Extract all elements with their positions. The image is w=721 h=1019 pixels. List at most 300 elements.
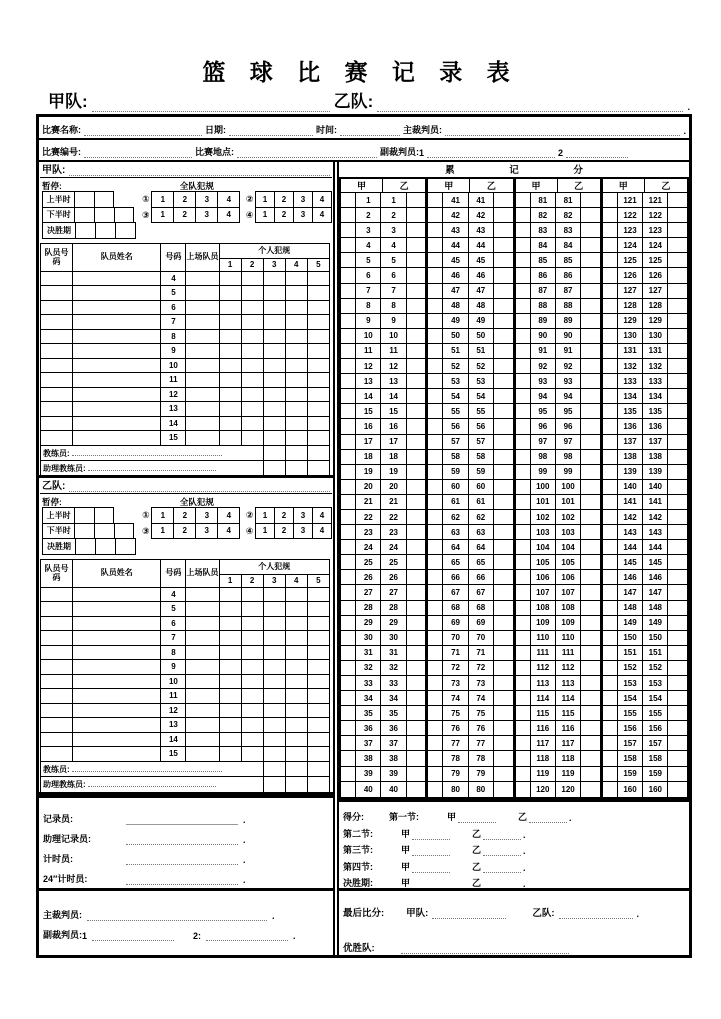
blank-cell (41, 387, 73, 402)
score-a-cell: 116 (531, 721, 556, 736)
score-b-cell: 73 (469, 676, 494, 691)
score-pad-cell (516, 782, 531, 797)
score-a-cell: 158 (618, 751, 643, 766)
score-row (516, 676, 600, 691)
blank-cell (307, 631, 329, 646)
score-pad-cell (516, 585, 531, 600)
score-a-cell: 108 (531, 601, 556, 616)
blank-cell (41, 271, 73, 286)
second-half-row (42, 208, 332, 224)
score-row (428, 223, 512, 238)
score-col-a-header: 甲 (603, 179, 645, 192)
team-a-short: 甲 (447, 812, 457, 823)
score-pad-cell (668, 631, 687, 646)
timeout-cell (114, 523, 135, 540)
score-a-cell: 21 (356, 495, 381, 510)
team-foul-cell: 1 (255, 191, 275, 208)
score-pad-cell (428, 344, 443, 359)
score-a-cell: 68 (443, 601, 468, 616)
score-a-cell: 145 (618, 555, 643, 570)
score-pad-cell (341, 404, 356, 419)
first-half-row (42, 508, 332, 524)
team-foul-cell: 4 (312, 507, 332, 524)
score-b-cell: 158 (643, 751, 668, 766)
coach-row (41, 445, 330, 461)
header-row-1 (39, 117, 689, 140)
shot-clock-timer-label: 24″计时员: (43, 874, 88, 884)
jersey-number-cell: 15 (161, 431, 186, 446)
score-pad-cell (428, 329, 443, 344)
score-b-cell: 153 (643, 676, 668, 691)
score-row (516, 238, 600, 253)
score-row (341, 450, 425, 465)
team-foul-cell: 2 (274, 523, 294, 540)
score-a-cell: 28 (356, 601, 381, 616)
score-row (428, 480, 512, 495)
score-b-cell: 114 (556, 691, 581, 706)
team-foul-cell: 1 (151, 507, 174, 524)
score-b-cell: 97 (556, 435, 581, 450)
score-pad-cell (516, 450, 531, 465)
col-player-no: 队员号码 (41, 243, 73, 271)
quarter-score-row: 第二节: 甲 乙 . (343, 828, 526, 840)
team-a-score-field (412, 861, 450, 873)
score-b-cell: 17 (381, 435, 406, 450)
score-a-cell: 31 (356, 646, 381, 661)
score-row (603, 616, 687, 631)
score-row (341, 767, 425, 782)
score-row (428, 435, 512, 450)
score-b-cell: 56 (469, 419, 494, 434)
score-a-cell: 48 (443, 299, 468, 314)
score-row (516, 601, 600, 616)
assistant-coach-row (41, 461, 330, 477)
blank-cell (219, 329, 241, 344)
score-pad-cell (428, 374, 443, 389)
score-row (516, 419, 600, 434)
score-a-cell: 93 (531, 374, 556, 389)
score-b-cell: 62 (469, 510, 494, 525)
score-row (603, 767, 687, 782)
score-pad-cell (516, 691, 531, 706)
score-pad-cell (428, 299, 443, 314)
blank-cell (73, 344, 161, 359)
score-b-cell: 49 (469, 314, 494, 329)
timeout-cell (115, 538, 136, 555)
score-row (341, 238, 425, 253)
score-row (603, 631, 687, 646)
score-pad-cell (428, 435, 443, 450)
score-row (428, 404, 512, 419)
blank-cell (285, 358, 307, 373)
timeout-cell (75, 538, 96, 555)
score-group-2 (426, 177, 514, 799)
score-row (341, 419, 425, 434)
blank-cell (285, 602, 307, 617)
blank-cell (73, 416, 161, 431)
quarter-score-row: 第四节: 甲 乙 . (343, 861, 526, 873)
coach-label: 教练员: (43, 448, 70, 458)
score-b-cell: 44 (469, 238, 494, 253)
score-pad-cell (516, 223, 531, 238)
score-pad-cell (428, 540, 443, 555)
score-pad-cell (603, 465, 618, 480)
score-b-cell: 6 (381, 268, 406, 283)
team-foul-cell: 2 (274, 507, 294, 524)
score-pad-cell (516, 253, 531, 268)
score-pad-cell (516, 646, 531, 661)
score-row (603, 389, 687, 404)
score-row (603, 374, 687, 389)
score-row (516, 344, 600, 359)
blank-cell (285, 689, 307, 704)
blank-cell (241, 286, 263, 301)
score-row (341, 721, 425, 736)
score-pad-cell (516, 208, 531, 223)
score-a-cell: 29 (356, 616, 381, 631)
final-team-b-label: 乙队: (532, 908, 555, 919)
score-pad-cell (581, 253, 600, 268)
timeout-cell (114, 207, 135, 224)
score-a-cell: 101 (531, 495, 556, 510)
blank-cell (241, 416, 263, 431)
score-pad-cell (494, 314, 513, 329)
blank-cell (73, 286, 161, 301)
score-pad-cell (668, 404, 687, 419)
score-pad-cell (668, 495, 687, 510)
period-label: 决胜期 (42, 222, 76, 239)
score-b-cell: 156 (643, 721, 668, 736)
score-a-cell: 123 (618, 223, 643, 238)
score-row (516, 525, 600, 540)
score-pad-cell (668, 344, 687, 359)
score-pad-cell (407, 782, 426, 797)
score-pad-cell (494, 782, 513, 797)
score-pad-cell (494, 555, 513, 570)
team-b-short: 乙 (472, 861, 482, 872)
score-a-cell: 143 (618, 525, 643, 540)
score-col-b-header: 乙 (661, 181, 671, 191)
score-pad-cell (603, 284, 618, 299)
score-b-cell: 19 (381, 465, 406, 480)
blank-cell (285, 703, 307, 718)
blank-cell (41, 402, 73, 417)
score-row (341, 631, 425, 646)
score-pad-cell (407, 329, 426, 344)
score-a-cell: 122 (618, 208, 643, 223)
score-row (516, 223, 600, 238)
blank-cell (263, 674, 285, 689)
score-row (603, 344, 687, 359)
score-pad-cell (603, 616, 618, 631)
blank-cell (263, 373, 285, 388)
team-foul-cell: 3 (293, 191, 313, 208)
score-pad-cell (341, 238, 356, 253)
score-row (516, 540, 600, 555)
score-pad-cell (516, 419, 531, 434)
score-row (516, 691, 600, 706)
quarter-label: 第三节: (343, 845, 373, 856)
score-pad-cell (341, 344, 356, 359)
score-group-1 (339, 177, 427, 799)
score-b-cell: 125 (643, 253, 668, 268)
blank-cell (241, 373, 263, 388)
score-row (428, 284, 512, 299)
score-pad-cell (603, 359, 618, 374)
score-pad-cell (603, 208, 618, 223)
score-b-cell: 142 (643, 510, 668, 525)
score-pad-cell (603, 435, 618, 450)
score-pad-cell (341, 646, 356, 661)
score-row (428, 208, 512, 223)
time-label: 时间: (316, 125, 337, 135)
foul-col-header: 4 (285, 574, 307, 587)
match-name-label: 比赛名称: (42, 125, 81, 135)
score-a-cell: 62 (443, 510, 468, 525)
score-pad-cell (581, 208, 600, 223)
team-foul-cell: 1 (151, 191, 174, 208)
score-b-cell: 94 (556, 389, 581, 404)
score-pad-cell (341, 268, 356, 283)
score-a-cell: 15 (356, 404, 381, 419)
score-label: 得分: (343, 812, 364, 823)
blank-cell (73, 660, 161, 675)
score-pad-cell (668, 208, 687, 223)
score-row (603, 450, 687, 465)
score-b-cell: 39 (381, 767, 406, 782)
second-half-row (42, 524, 332, 540)
blank-cell (263, 718, 285, 733)
score-b-cell: 160 (643, 782, 668, 797)
score-pad-cell (668, 480, 687, 495)
assistant-ref-1: 1 (82, 931, 88, 941)
score-row (341, 751, 425, 766)
blank-cell (219, 674, 241, 689)
final-score-label: 最后比分: (343, 908, 385, 919)
score-b-cell: 11 (381, 344, 406, 359)
score-pad-cell (581, 435, 600, 450)
jersey-number-cell: 6 (161, 300, 186, 315)
score-pad-cell (428, 450, 443, 465)
blank-cell (241, 358, 263, 373)
score-a-cell: 90 (531, 329, 556, 344)
blank-cell (241, 387, 263, 402)
score-b-cell: 34 (381, 691, 406, 706)
score-row (603, 495, 687, 510)
blank-cell (73, 271, 161, 286)
score-row (428, 601, 512, 616)
blank-cell (41, 300, 73, 315)
score-a-cell: 153 (618, 676, 643, 691)
score-pad-cell (341, 691, 356, 706)
blank-cell (307, 271, 329, 286)
score-b-cell: 82 (556, 208, 581, 223)
score-row (516, 253, 600, 268)
blank-cell (241, 402, 263, 417)
score-pad-cell (494, 495, 513, 510)
score-pad-cell (494, 284, 513, 299)
blank-cell (307, 645, 329, 660)
score-b-cell: 124 (643, 238, 668, 253)
team-b-short: 乙 (472, 828, 482, 839)
score-b-cell: 109 (556, 616, 581, 631)
score-pad-cell (668, 374, 687, 389)
blank-cell (285, 616, 307, 631)
score-b-cell: 77 (469, 736, 494, 751)
score-row (341, 555, 425, 570)
score-a-cell: 107 (531, 585, 556, 600)
score-a-cell: 112 (531, 661, 556, 676)
col-on-court: 上场队员 (186, 559, 219, 587)
blank-cell (73, 402, 161, 417)
score-a-cell: 79 (443, 767, 468, 782)
score-pad-cell (516, 676, 531, 691)
score-group-3 (514, 177, 602, 799)
score-pad-cell (407, 208, 426, 223)
score-a-cell: 59 (443, 465, 468, 480)
score-b-cell: 103 (556, 525, 581, 540)
player-row (41, 344, 330, 359)
score-row (428, 691, 512, 706)
score-col-a-header: 甲 (428, 179, 470, 192)
score-b-cell: 88 (556, 299, 581, 314)
score-row (428, 525, 512, 540)
score-pad-cell (581, 555, 600, 570)
blank-cell (186, 344, 219, 359)
score-row (428, 510, 512, 525)
score-pad-cell (668, 419, 687, 434)
blank-cell (285, 300, 307, 315)
score-b-cell: 36 (381, 721, 406, 736)
score-b-cell: 40 (381, 782, 406, 797)
score-pad-cell (603, 631, 618, 646)
score-b-cell: 116 (556, 721, 581, 736)
score-b-cell: 54 (469, 389, 494, 404)
score-pad-cell (494, 510, 513, 525)
score-pad-cell (428, 465, 443, 480)
score-pad-cell (668, 299, 687, 314)
score-b-cell: 115 (556, 706, 581, 721)
blank-cell (186, 315, 219, 330)
score-pad-cell (581, 570, 600, 585)
winner-label: 优胜队: (343, 943, 375, 954)
team-b-score-field (529, 811, 567, 823)
blank-cell (241, 703, 263, 718)
score-pad-cell (341, 435, 356, 450)
score-pad-cell (494, 706, 513, 721)
coach-foul-cell (263, 445, 285, 461)
score-pad-cell (428, 767, 443, 782)
team-foul-cell: 1 (255, 207, 275, 224)
blank-cell (186, 732, 219, 747)
score-pad-cell (603, 585, 618, 600)
period-mark: . (687, 102, 690, 112)
score-b-cell: 132 (643, 359, 668, 374)
score-b-cell: 138 (643, 450, 668, 465)
score-row (341, 359, 425, 374)
coach-foul-cell (285, 461, 307, 477)
score-pad-cell (668, 389, 687, 404)
score-a-cell: 138 (618, 450, 643, 465)
score-b-cell: 108 (556, 601, 581, 616)
blank-cell (285, 645, 307, 660)
score-pad-cell (341, 570, 356, 585)
blank-cell (219, 645, 241, 660)
quarter-scores-section (339, 799, 689, 888)
blank-cell (241, 271, 263, 286)
team-b-label: 乙队: (333, 92, 374, 111)
score-b-cell: 128 (643, 299, 668, 314)
score-pad-cell (341, 389, 356, 404)
score-pad-cell (668, 525, 687, 540)
score-pad-cell (494, 419, 513, 434)
blank-cell (186, 329, 219, 344)
score-pad-cell (581, 691, 600, 706)
blank-cell (41, 358, 73, 373)
score-b-cell: 74 (469, 691, 494, 706)
assistant-coach-label: 助理教练员: (43, 464, 86, 474)
score-pad-cell (494, 751, 513, 766)
score-pad-cell (341, 193, 356, 208)
blank-cell (186, 431, 219, 446)
score-pad-cell (341, 616, 356, 631)
blank-cell (307, 689, 329, 704)
blank-cell (41, 674, 73, 689)
score-row (428, 540, 512, 555)
chief-referee-sign-label: 主裁判员: (43, 910, 82, 920)
blank-cell (73, 373, 161, 388)
score-row (516, 268, 600, 283)
blank-cell (263, 703, 285, 718)
blank-cell (219, 718, 241, 733)
score-row (341, 525, 425, 540)
blank-cell (219, 387, 241, 402)
score-a-cell: 151 (618, 646, 643, 661)
score-row (341, 435, 425, 450)
blank-cell (186, 602, 219, 617)
score-pad-cell (603, 374, 618, 389)
score-a-cell: 102 (531, 510, 556, 525)
score-a-cell: 135 (618, 404, 643, 419)
score-b-cell: 127 (643, 284, 668, 299)
score-pad-cell (603, 495, 618, 510)
blank-cell (41, 329, 73, 344)
blank-cell (241, 616, 263, 631)
blank-cell (73, 732, 161, 747)
score-a-cell: 89 (531, 314, 556, 329)
team-fouls-label: 全队犯规 (179, 181, 214, 191)
score-pad-cell (516, 751, 531, 766)
quarter-score-row: 第三节: 甲 乙 . (343, 845, 526, 857)
coach-foul-cell (285, 761, 307, 777)
circled-2-icon: ② (245, 194, 254, 205)
score-pad-cell (516, 268, 531, 283)
score-pad-cell (494, 540, 513, 555)
score-pad-cell (581, 676, 600, 691)
score-b-cell: 65 (469, 555, 494, 570)
blank-cell (307, 587, 329, 602)
score-row (428, 329, 512, 344)
blank-cell (307, 718, 329, 733)
score-a-cell: 40 (356, 782, 381, 797)
score-b-cell: 157 (643, 736, 668, 751)
score-a-cell: 157 (618, 736, 643, 751)
score-b-cell: 69 (469, 616, 494, 631)
score-group-4 (601, 177, 689, 799)
score-pad-cell (428, 736, 443, 751)
score-row (603, 751, 687, 766)
score-pad-cell (428, 691, 443, 706)
